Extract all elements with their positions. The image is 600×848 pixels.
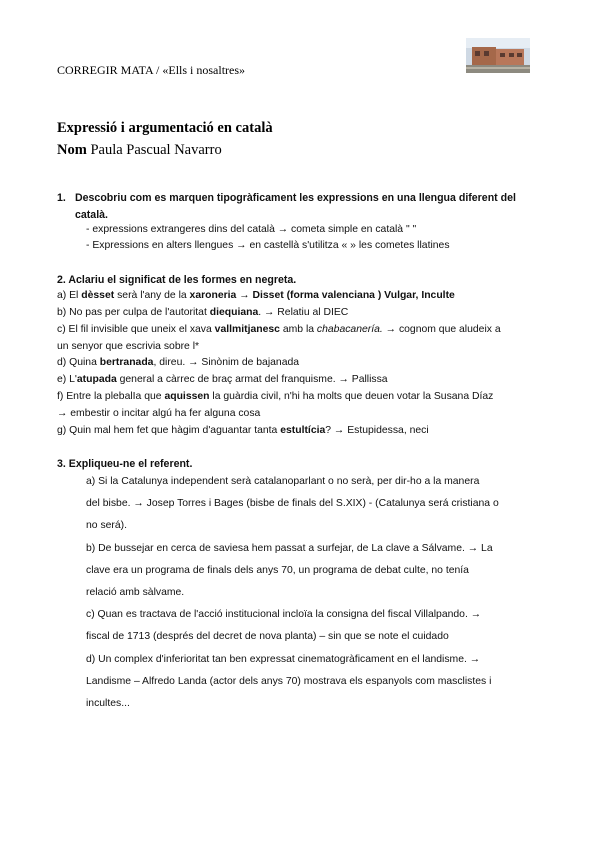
answer-2f: f) Entre la plebalIa que aquissen la guàrdia civil, n'hi ha molts que deuen votar la Susana Díaz [57, 391, 494, 402]
question-1-item: - expressions extrangeres dins del català → cometa simple en català " " [86, 224, 417, 235]
question-1-item: - Expressions en alters llengues → en castellà s'utilitza « » les cometes llatines [86, 240, 450, 251]
question-2-heading: 2. Aclariu el significat de les formes en negreta. [57, 274, 297, 286]
answer-3-line: no será). [86, 520, 128, 531]
question-1-text-cont [75, 207, 108, 223]
answer-2c-cont: un senyor que escrivia sobre l* [57, 341, 200, 352]
answer-3-line: incultes... [86, 698, 130, 709]
question-1-number: 1. [57, 192, 66, 204]
question-1-line-2: català. [75, 209, 108, 221]
answer-3-line: a) Si la Catalunya independent serà catalanoparlant o no serà, per dir-ho a la manera [86, 476, 480, 487]
student-name [57, 142, 222, 159]
answer-3-line: clave era un programa de finals dels anys 70, un programa de debat culte, no tenía [86, 565, 469, 576]
document-header: CORREGIR MATA / «Ells i nosaltres» [57, 63, 246, 77]
answer-3-line: c) Quan es tractava de l'acció institucional incloïa la consigna del fiscal Villalpando. → [86, 609, 482, 620]
answer-2f-cont: → embestir o incitar algú ha fer alguna cosa [57, 408, 261, 419]
answer-2c: c) El fil invisible que uneix el xava vallmitjanesc amb la chabacanería. → cognom que aludeix a [57, 324, 501, 335]
question-3-heading: 3. Expliqueu-ne el referent. [57, 458, 193, 470]
page-title: Expressió i argumentació en català [57, 120, 273, 136]
answer-2e: e) L'atupada general a càrrec de braç armat del franquisme. → Pallissa [57, 374, 388, 385]
answer-2d: d) Quina bertranada, direu. → Sinònim de bajanada [57, 357, 300, 368]
question-1-line-1: Descobriu com es marquen tipogràficament les expressions en una llengua diferent del [75, 192, 516, 204]
answer-3-line: relació amb sàlvame. [86, 587, 185, 598]
answer-3-line: Landisme – Alfredo Landa (actor dels anys 70) mostrava els espanyols com masclistes i [86, 676, 492, 687]
header-photo [466, 38, 530, 73]
answer-3-line: d) Un complex d'inferioritat tan ben expressat cinematogràficament en el landisme. → [86, 654, 481, 665]
answer-3-line: fiscal de 1713 (després del decret de nova planta) – sin que se note el cuidado [86, 631, 449, 642]
answer-2a: a) El dèsset serà l'any de la xaroneria → Disset (forma valenciana ) Vulgar, Inculte [57, 290, 455, 301]
answer-3-line: del bisbe. → Josep Torres i Bages (bisbe de finals del S.XIX) - (Catalunya será cristiana o [86, 498, 499, 509]
answer-3-line: b) De bussejar en cerca de saviesa hem passat a surfejar, de La clave a Sálvame. → La [86, 543, 493, 554]
question-1-text [75, 190, 535, 206]
name-label: Nom [57, 142, 87, 158]
answer-2g: g) Quin mal hem fet que hàgim d'aguantar tanta estultícia? → Estupidessa, neci [57, 425, 429, 436]
name-value: Paula Pascual Navarro [90, 142, 222, 158]
answer-2b: b) No pas per culpa de l'autoritat diequiana. → Relatiu al DIEC [57, 307, 349, 318]
building-photo-icon [466, 38, 530, 73]
